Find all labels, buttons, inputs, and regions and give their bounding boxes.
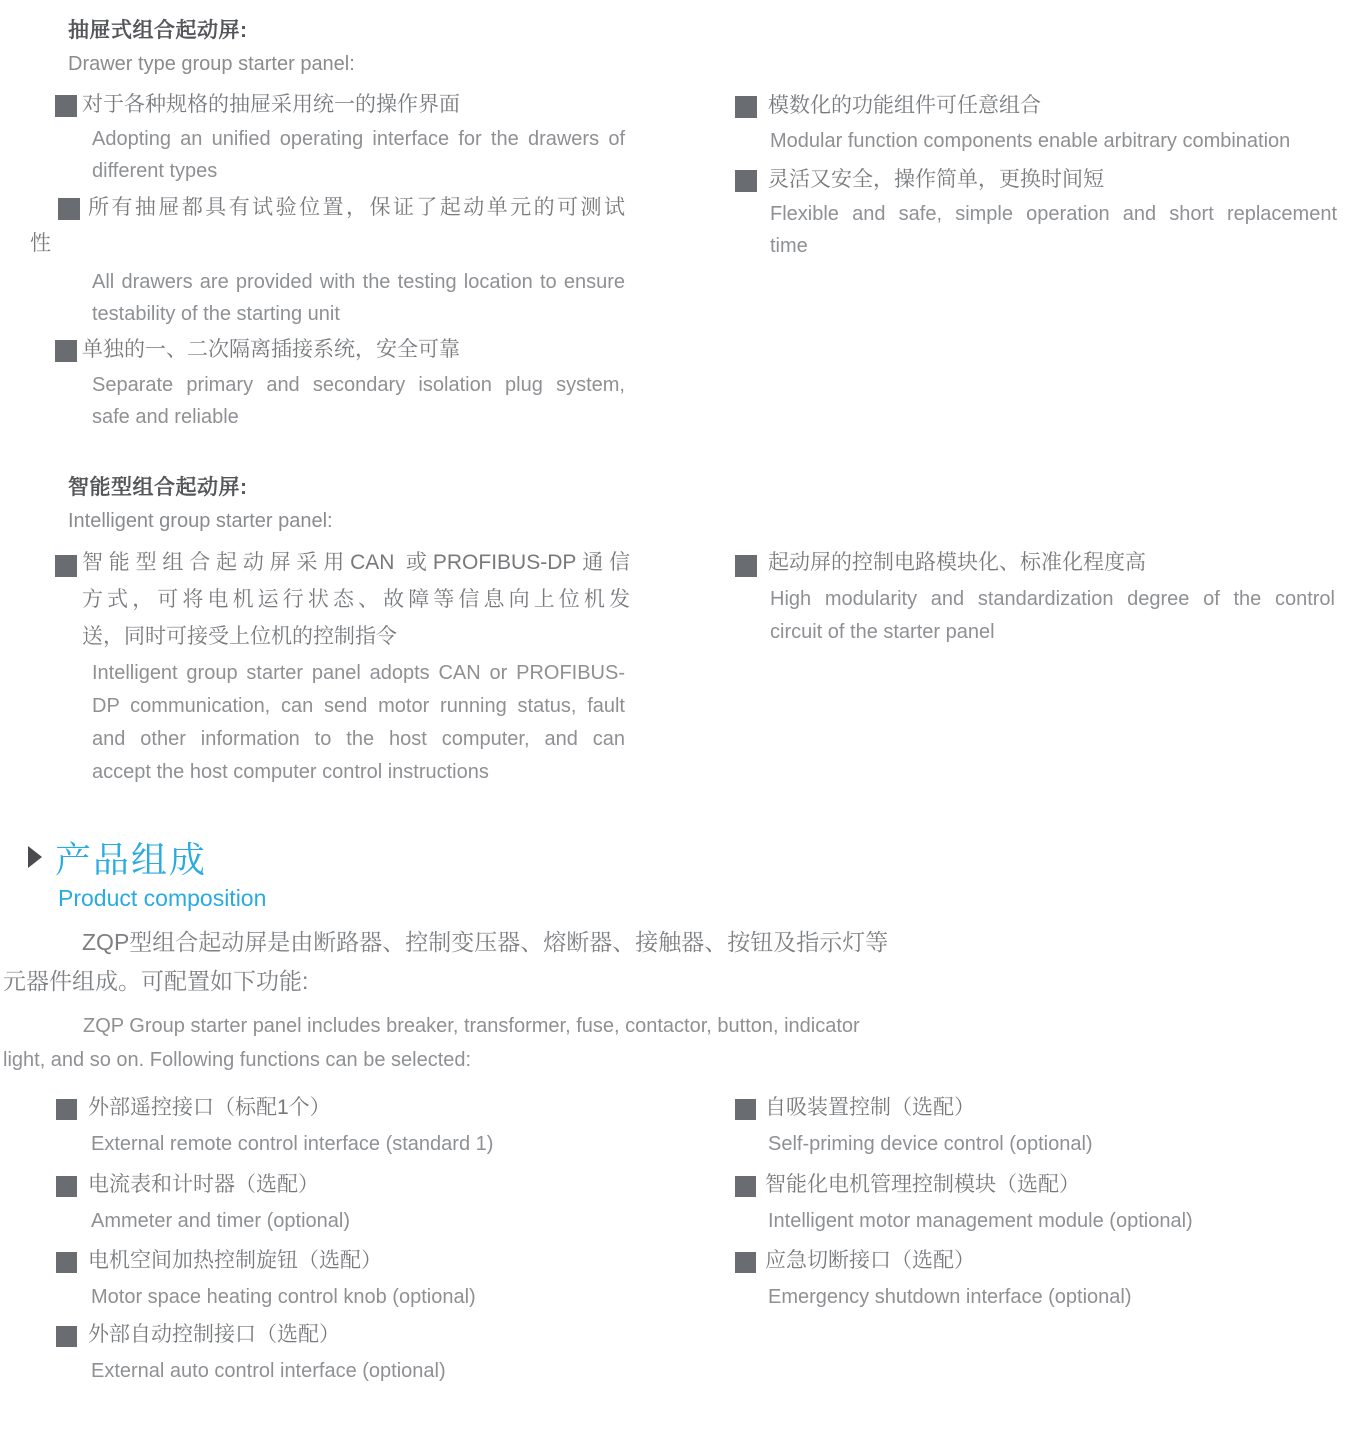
function-cn: 外部遥控接口（标配1个） [88, 1096, 331, 1119]
feature-cn: 单独的一、二次隔离插接系统，安全可靠 [82, 338, 460, 361]
feature-cn: 送，同时可接受上位机的控制指令 [82, 625, 397, 648]
function-en: Ammeter and timer (optional) [91, 1210, 350, 1232]
feature-en: Modular function components enable arbitrary combination [770, 130, 1291, 152]
feature-cn: 灵活又安全，操作简单，更换时间短 [768, 168, 1104, 191]
feature-en: Flexible and safe, simple operation and short replacement [770, 203, 1337, 225]
feature-cn: 对于各种规格的抽屉采用统一的操作界面 [82, 93, 460, 116]
function-en: Emergency shutdown interface (optional) [768, 1286, 1132, 1308]
bullet-square-icon [56, 1326, 77, 1347]
product-paragraph-en: ZQP Group starter panel includes breaker, transformer, fuse, contactor, button, indicator [83, 1015, 860, 1037]
bullet-square-icon [735, 555, 757, 577]
feature-en: High modularity and standardization degree of the control [770, 588, 1335, 610]
feature-en: and other information to the host computer, and can [92, 728, 625, 750]
bullet-square-icon [735, 96, 757, 118]
function-cn: 自吸装置控制（选配） [765, 1096, 975, 1119]
feature-en: time [770, 235, 808, 257]
function-cn: 智能化电机管理控制模块（选配） [765, 1173, 1080, 1196]
feature-en: testability of the starting unit [92, 303, 340, 325]
feature-en: All drawers are provided with the testing location to ensure [92, 271, 625, 293]
feature-en: Intelligent group starter panel adopts CAN or PROFIBUS- [92, 662, 625, 684]
feature-cn: 模数化的功能组件可任意组合 [768, 94, 1041, 117]
feature-en: safe and reliable [92, 406, 239, 428]
product-paragraph-en: light, and so on. Following functions can be selected: [3, 1049, 472, 1071]
section2-heading-en: Intelligent group starter panel: [68, 510, 333, 532]
bullet-square-icon [55, 555, 77, 577]
function-en: Self-priming device control (optional) [768, 1133, 1093, 1155]
section2-heading-cn: 智能型组合起动屏: [68, 476, 248, 499]
feature-en: DP communication, can send motor running status, fault [92, 695, 625, 717]
bullet-square-icon [56, 1252, 77, 1273]
bullet-square-icon [735, 170, 757, 192]
section1-heading-en: Drawer type group starter panel: [68, 53, 355, 75]
product-paragraph-cn: 元器件组成。可配置如下功能: [3, 968, 309, 994]
function-en: External auto control interface (optional) [91, 1360, 446, 1382]
feature-cn: 所有抽屉都具有试验位置，保证了起动单元的可测试 [88, 196, 625, 219]
feature-cn: 起动屏的控制电路模块化、标准化程度高 [768, 551, 1146, 574]
function-en: Motor space heating control knob (optional) [91, 1286, 476, 1308]
bullet-square-icon [56, 1176, 77, 1197]
feature-en: Adopting an unified operating interface for the drawers of [92, 128, 625, 150]
product-title-en: Product composition [58, 885, 267, 911]
section-arrow-icon [28, 846, 42, 868]
function-cn: 应急切断接口（选配） [765, 1249, 975, 1272]
function-cn: 电机空间加热控制旋钮（选配） [88, 1249, 382, 1272]
function-cn: 电流表和计时器（选配） [88, 1173, 319, 1196]
feature-cn: 性 [30, 232, 51, 255]
bullet-square-icon [56, 1099, 77, 1120]
feature-cn: 智能型组合起动屏采用CAN 或PROFIBUS-DP通信 [82, 551, 630, 574]
product-paragraph-cn: ZQP型组合起动屏是由断路器、控制变压器、熔断器、接触器、按钮及指示灯等 [82, 929, 889, 955]
bullet-square-icon [55, 340, 77, 362]
feature-en: Separate primary and secondary isolation plug system, [92, 374, 625, 396]
bullet-square-icon [735, 1252, 756, 1273]
function-en: Intelligent motor management module (optional) [768, 1210, 1193, 1232]
feature-cn: 方式，可将电机运行状态、故障等信息向上位机发 [82, 588, 630, 611]
feature-en: different types [92, 160, 218, 182]
feature-en: accept the host computer control instructions [92, 761, 489, 783]
bullet-square-icon [735, 1099, 756, 1120]
bullet-square-icon [55, 95, 77, 117]
function-en: External remote control interface (standard 1) [91, 1133, 494, 1155]
feature-en: circuit of the starter panel [770, 621, 995, 643]
function-cn: 外部自动控制接口（选配） [88, 1323, 340, 1346]
product-title-cn: 产品组成 [55, 839, 208, 880]
bullet-square-icon [58, 198, 80, 220]
section1-heading-cn: 抽屉式组合起动屏: [68, 19, 248, 42]
bullet-square-icon [735, 1176, 756, 1197]
